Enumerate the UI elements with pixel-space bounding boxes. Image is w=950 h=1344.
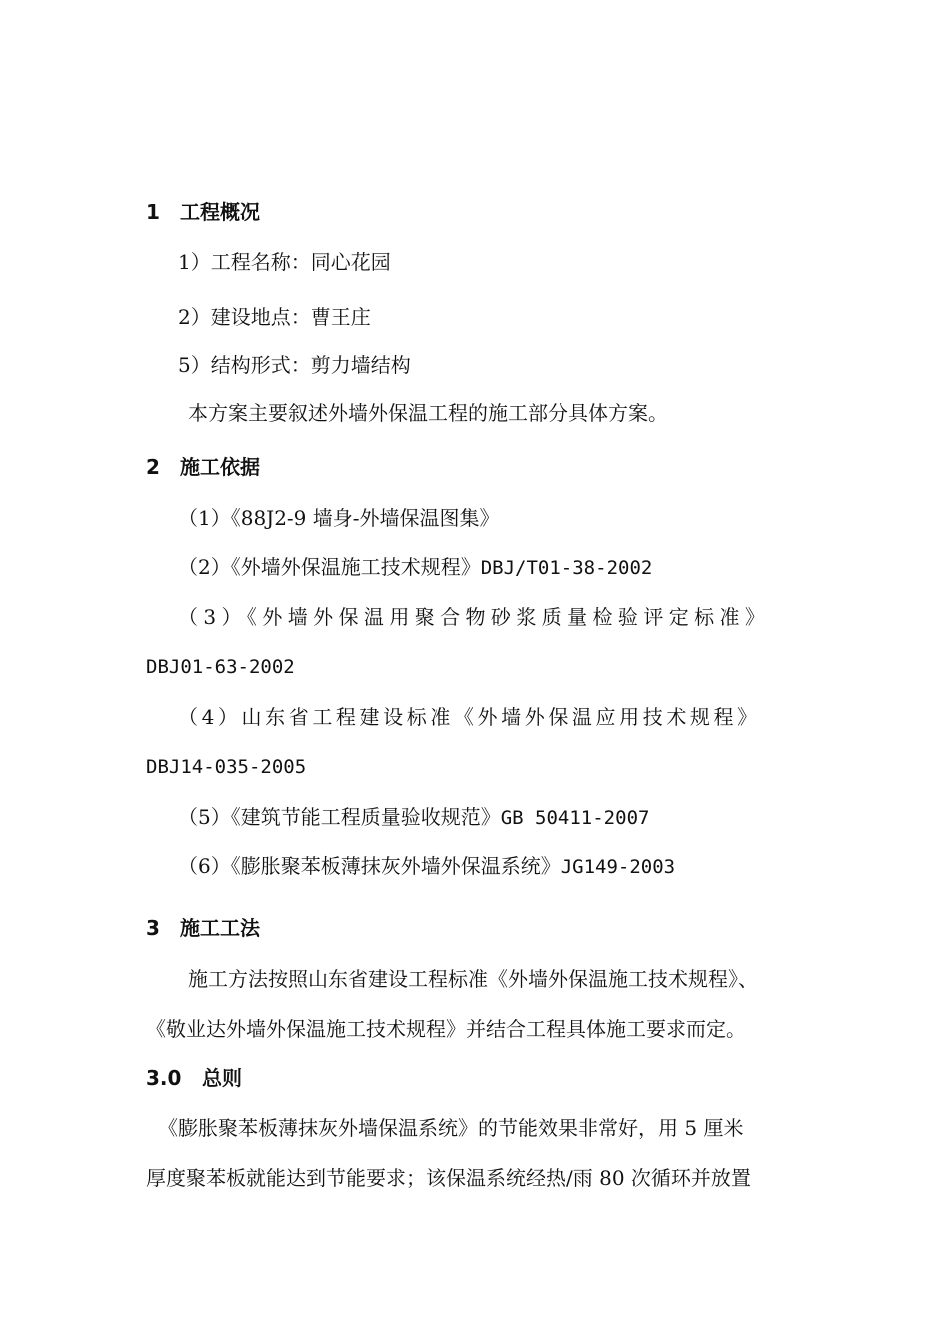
scope-summary: 本方案主要叙述外墙外保温工程的施工部分具体方案。 xyxy=(188,401,668,425)
reference-title: （6）《膨胀聚苯板薄抹灰外墙外保温系统》 xyxy=(178,854,561,878)
reference-code: DBJ01-63-2002 xyxy=(146,656,295,678)
project-info-item xyxy=(178,352,411,378)
reference-item xyxy=(178,604,770,630)
item-value: 曹王庄 xyxy=(310,305,371,329)
section-title: 总则 xyxy=(202,1066,242,1090)
item-value: 剪力墙结构 xyxy=(310,353,411,377)
paragraph-line: 《敬业达外墙外保温施工技术规程》并结合工程具体施工要求而定。 xyxy=(146,1017,746,1041)
section-heading-1 xyxy=(146,199,260,225)
reference-code: GB 50411-2007 xyxy=(500,807,650,829)
section-heading-3 xyxy=(146,915,260,941)
paragraph-line: 施工方法按照山东省建设工程标准《外墙外保温施工技术规程》、 xyxy=(188,967,758,991)
reference-code: DBJ/T01-38-2002 xyxy=(480,557,653,579)
item-value: 同心花园 xyxy=(310,250,391,274)
section-title: 工程概况 xyxy=(180,200,260,224)
reference-item xyxy=(178,704,761,730)
section-heading-3-0 xyxy=(146,1065,242,1091)
section-number: 2 xyxy=(146,455,160,479)
reference-item xyxy=(178,505,500,531)
project-info-item xyxy=(178,249,391,275)
reference-title: （5）《建筑节能工程质量验收规范》 xyxy=(178,805,501,829)
section-heading-2 xyxy=(146,454,260,480)
reference-item xyxy=(178,804,649,831)
reference-title: （3）《外墙外保温用聚合物砂浆质量检验评定标准》 xyxy=(178,605,771,629)
item-label: 2）建设地点： xyxy=(178,305,311,329)
section-title: 施工工法 xyxy=(180,916,260,940)
reference-title: （1）《88J2-9 墙身-外墙保温图集》 xyxy=(178,506,500,530)
reference-item xyxy=(178,554,652,581)
item-label: 5）结构形式： xyxy=(178,353,311,377)
reference-title: （4）山东省工程建设标准《外墙外保温应用技术规程》 xyxy=(178,705,761,729)
reference-item xyxy=(178,853,675,880)
section-number: 3 xyxy=(146,916,160,940)
section-number: 1 xyxy=(146,200,160,224)
reference-code: DBJ14-035-2005 xyxy=(146,756,307,778)
reference-code: JG149-2003 xyxy=(560,856,676,878)
paragraph-line: 厚度聚苯板就能达到节能要求；该保温系统经热/雨 80 次循环并放置 xyxy=(146,1166,751,1190)
project-info-item xyxy=(178,304,371,330)
section-title: 施工依据 xyxy=(180,455,260,479)
paragraph-line: 《膨胀聚苯板薄抹灰外墙保温系统》的节能效果非常好，用 5 厘米 xyxy=(158,1116,744,1140)
item-label: 1）工程名称： xyxy=(178,250,311,274)
reference-title: （2）《外墙外保温施工技术规程》 xyxy=(178,555,481,579)
section-number: 3.0 xyxy=(146,1066,182,1090)
